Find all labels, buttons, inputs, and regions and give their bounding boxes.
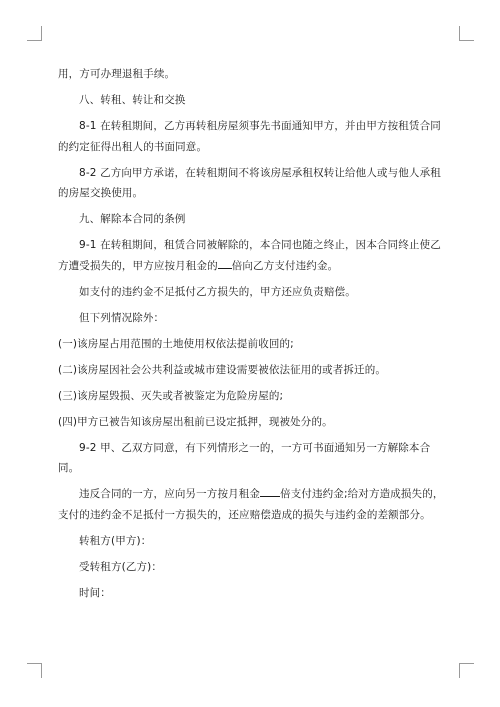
exception-item-2: (二)该房屋因社会公共利益或城市建设需要被依法征用的或者拆迁的。 bbox=[58, 363, 386, 376]
breach-clause-text-a: 违反合同的一方，应向另一方按月租金 bbox=[79, 488, 261, 501]
paragraph-continuation: 用，方可办理退租手续。 bbox=[58, 68, 176, 80]
section-heading-termination: 九、解除本合同的条例 bbox=[79, 213, 186, 226]
blank-multiplier-1 bbox=[218, 258, 232, 269]
clause-9-1 bbox=[58, 235, 446, 276]
exception-item-1: (一)该房屋占用范围的土地使用权依法提前收回的; bbox=[58, 337, 294, 350]
compensation-clause: 如支付的违约金不足抵付乙方损失的，甲方还应负责赔偿。 bbox=[79, 285, 356, 298]
clause-8-1: 8-1 在转租期间，乙方再转租房屋须事先书面通知甲方，并由甲方按租赁合同的约定征得出租人的书面同意。 bbox=[58, 119, 441, 153]
signature-date: 时间： bbox=[79, 586, 111, 599]
exceptions-intro: 但下列情况除外： bbox=[79, 311, 165, 324]
exception-item-3: (三)该房屋毁损、灭失或者被鉴定为危险房屋的; bbox=[58, 389, 284, 402]
signature-lessee: 受转租方(乙方)： bbox=[79, 560, 163, 573]
clause-9-1-text-b: 倍向乙方支付违约金。 bbox=[231, 259, 339, 272]
exception-item-4: (四)甲方已被告知该房屋出租前已设定抵押，现被处分的。 bbox=[58, 415, 333, 428]
corner-mark-bottom-right bbox=[459, 663, 474, 678]
corner-mark-top-left bbox=[27, 26, 42, 41]
clause-8-2: 8-2 乙方向甲方承诺，在转租期间不将该房屋承租权转让给他人或与他人承租的房屋交换使用。 bbox=[58, 166, 441, 200]
blank-multiplier-2 bbox=[260, 486, 280, 497]
clause-9-1-text-a: 9-1 在转租期间，租赁合同被解除的，本合同也随之终止，因本合同终止使乙方遭受损失的，甲方应按月租金的 bbox=[58, 239, 441, 272]
document-body bbox=[58, 64, 446, 609]
breach-clause bbox=[58, 484, 446, 525]
corner-mark-bottom-left bbox=[27, 663, 42, 678]
signature-lessor: 转租方(甲方)： bbox=[79, 534, 152, 547]
section-heading-sublease: 八、转租、转让和交换 bbox=[79, 93, 186, 106]
clause-9-2: 9-2 甲、乙双方同意，有下列情形之一的，一方可书面通知另一方解除本合同。 bbox=[58, 441, 431, 475]
corner-mark-top-right bbox=[459, 26, 474, 41]
breach-clause-text-b: 倍支付违约金;给对方造成损失的，支付的违约金不足抵付一方损失的，还应赔偿造成的损失与违约金的差额部分。 bbox=[58, 488, 444, 521]
